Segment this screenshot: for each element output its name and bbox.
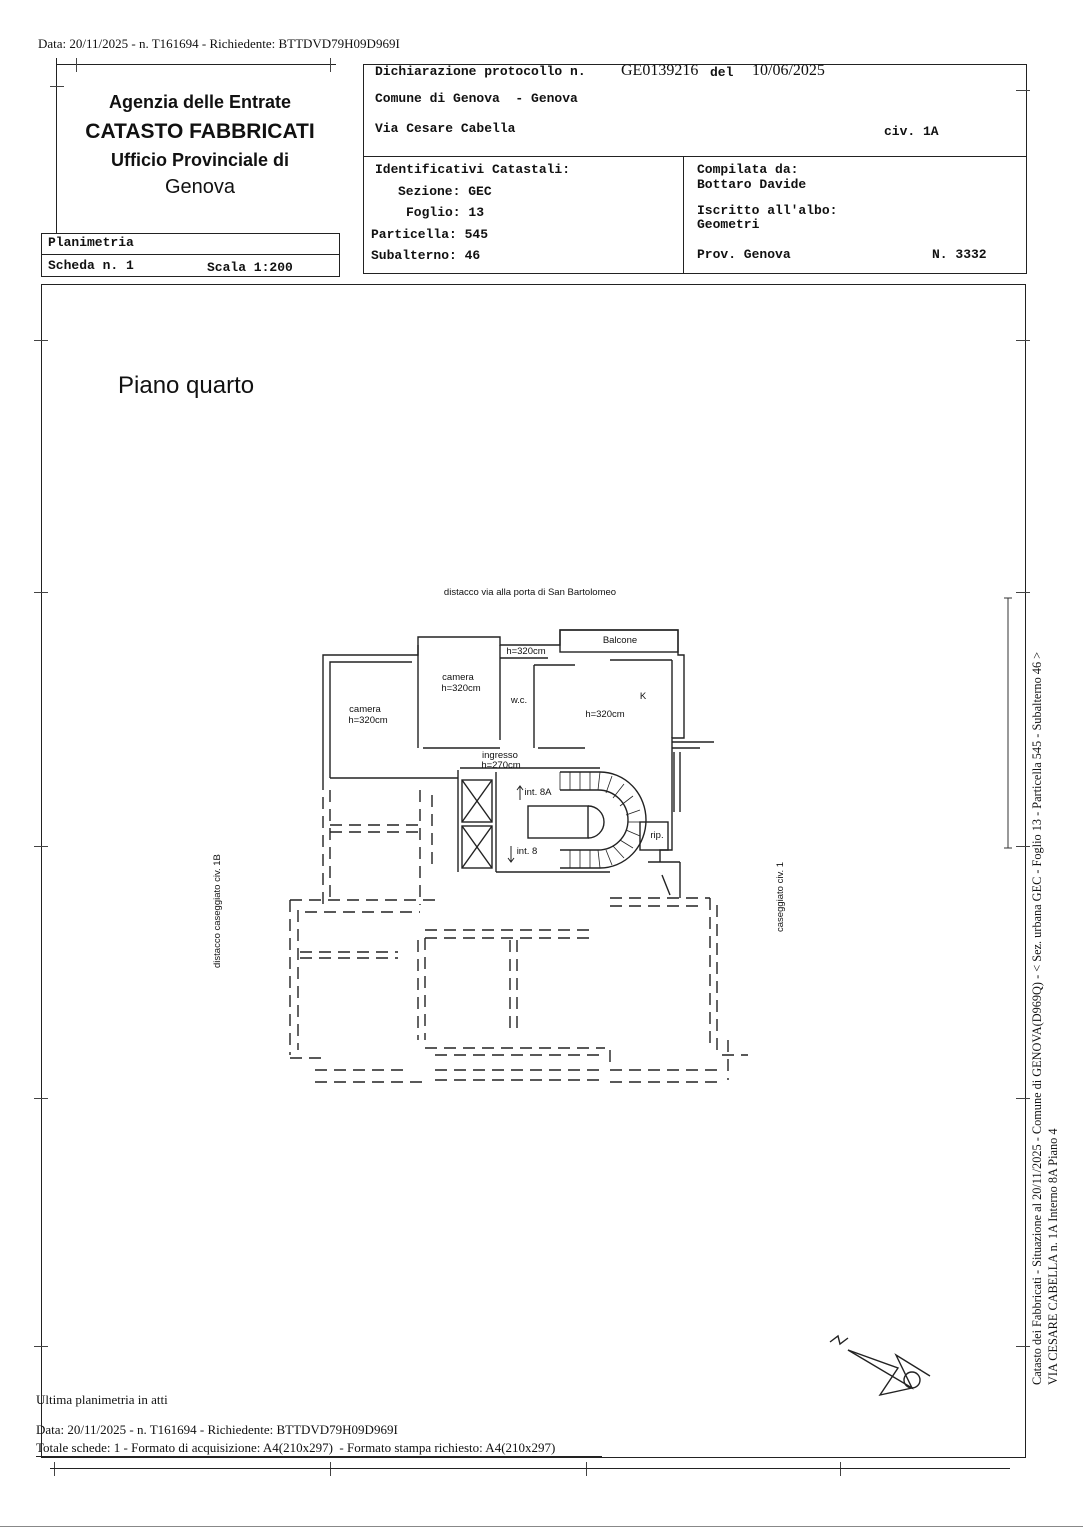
identificativi-title: Identificativi Catastali:	[375, 162, 571, 177]
plan-top-label: distacco via alla porta di San Bartolomeo	[443, 587, 617, 598]
dichiarazione-label: Dichiarazione protocollo n.	[375, 64, 586, 79]
int8a-label: int. 8A	[524, 787, 552, 798]
camera1-height: h=320cm	[348, 715, 388, 726]
floor-title: Piano quarto	[118, 372, 255, 399]
protocollo-number: GE0139216	[621, 62, 699, 79]
del-label: del	[710, 65, 734, 80]
civico: civ. 1A	[884, 124, 939, 139]
sezione: Sezione: GEC	[398, 184, 492, 199]
comune: Comune di Genova - Genova	[375, 91, 578, 106]
wc-label: w.c.	[510, 695, 528, 706]
scheda-number: Scheda n. 1	[48, 258, 134, 273]
iscritto-label: Iscritto all'albo:	[697, 203, 838, 218]
particella: Particella: 545	[371, 227, 489, 242]
camera2-label: camera	[442, 672, 474, 683]
foglio: Foglio: 13	[406, 205, 485, 220]
side-note-line1: Catasto dei Fabbricati - Situazione al 20/11/2025 - Comune di GENOVA(D969Q) - < Sez. urbana GEC - Foglio 13 - Particella 545 - Subalterno 46 >	[1030, 651, 1044, 1385]
provincia: Prov. Genova	[697, 247, 791, 262]
agency-city: Genova	[164, 176, 236, 198]
footer-ultima: Ultima planimetria in atti	[36, 1392, 168, 1407]
balcone-label: Balcone	[602, 635, 638, 646]
int8-label: int. 8	[516, 846, 538, 857]
side-note-line2: VIA CESARE CABELLA n. 1A Interno 8A Piano 4	[1046, 1128, 1060, 1385]
planimetria-label: Planimetria	[48, 235, 134, 250]
footer-data: Data: 20/11/2025 - n. T161694 - Richiedente: BTTDVD79H09D969I	[36, 1422, 398, 1437]
camera1-label: camera	[349, 704, 381, 715]
agency-name: Agenzia delle Entrate	[108, 92, 292, 112]
albo: Geometri	[697, 217, 760, 232]
protocollo-date: 10/06/2025	[752, 62, 825, 79]
ingresso-label: ingresso	[482, 750, 518, 761]
via: Via Cesare Cabella	[375, 121, 516, 136]
kitchen-k-label: K	[639, 691, 647, 702]
plan-right-label: caseggiato civ. 1	[775, 861, 786, 932]
compilata-label: Compilata da:	[697, 162, 799, 177]
kitchen-height: h=320cm	[585, 709, 625, 720]
footer-underline	[36, 1456, 602, 1457]
scala: Scala 1:200	[207, 260, 293, 275]
rip-label: rip.	[650, 830, 664, 841]
room-h-top: h=320cm	[506, 646, 546, 657]
footer-totale: Totale schede: 1 - Formato di acquisizione: A4(210x297) - Formato stampa richiesto: A4(210x297)	[36, 1440, 556, 1455]
subalterno: Subalterno: 46	[371, 248, 481, 263]
agency-ufficio: Ufficio Provinciale di	[110, 150, 290, 170]
compilata-name: Bottaro Davide	[697, 177, 807, 192]
camera2-height: h=320cm	[441, 683, 481, 694]
agency-catasto: CATASTO FABBRICATI	[85, 120, 315, 143]
plan-left-label: distacco caseggiato civ. 1B	[212, 854, 223, 968]
albo-number: N. 3332	[932, 247, 987, 262]
request-line: Data: 20/11/2025 - n. T161694 - Richiedente: BTTDVD79H09D969I	[38, 36, 400, 51]
ingresso-height: h=270cm	[481, 760, 521, 771]
